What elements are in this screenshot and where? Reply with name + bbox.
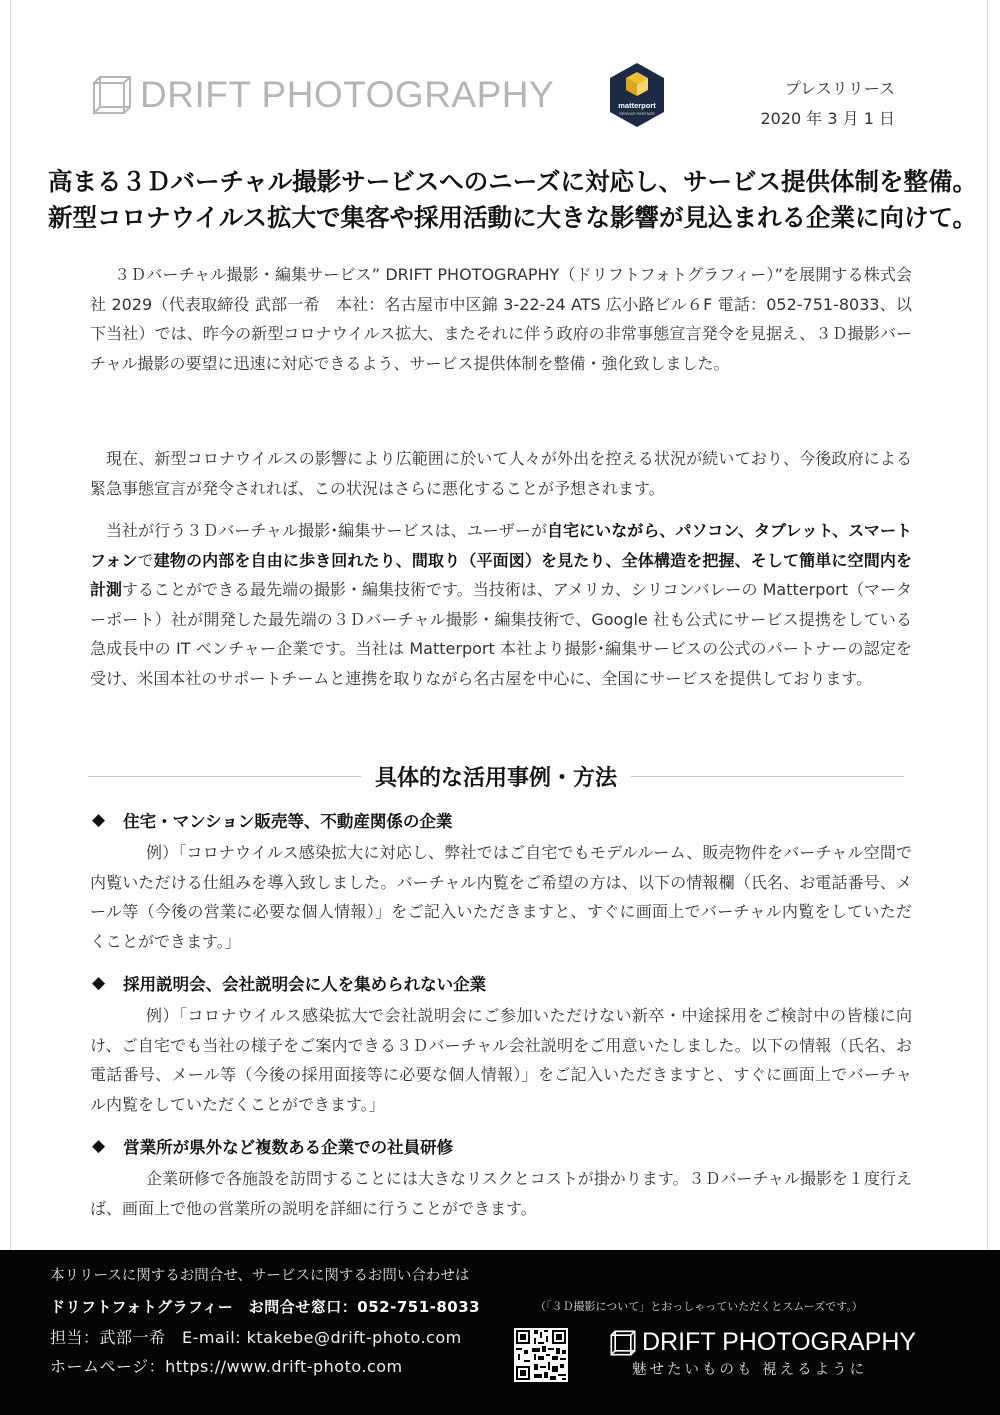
release-info bbox=[700, 74, 895, 134]
badge-sub: SERVICE PARTNER bbox=[619, 112, 655, 116]
case-heading-text: 住宅・マンション販売等、不動産関係の企業 bbox=[123, 812, 453, 831]
service-text-c: で bbox=[137, 550, 154, 570]
service-text-a: 当社が行う３Ｄバーチャル撮影･編集サービスは、ユーザーが bbox=[106, 521, 547, 540]
diamond-bullet-icon: ◆ bbox=[92, 810, 106, 830]
headline-line-1: 高まる３Ｄバーチャル撮影サービスへのニーズに対応し、サービス提供体制を整備。 bbox=[48, 167, 978, 196]
footer-note: （「３Ｄ撮影について」とおっしゃっていただくとスムーズです。） bbox=[535, 1300, 863, 1313]
section-title-text: 具体的な活用事例・方法 bbox=[375, 765, 618, 791]
header-logo bbox=[92, 72, 554, 118]
divider-left bbox=[88, 776, 361, 777]
cube-logo-icon bbox=[610, 1330, 636, 1356]
footer-inquiry: 本リリースに関するお問合せ、サービスに関するお問い合わせは bbox=[50, 1268, 470, 1284]
footer-company-phone[interactable]: ドリフトフォトグラフィー お問合せ窓口：052-751-8033 bbox=[50, 1298, 481, 1316]
footer-logo bbox=[610, 1328, 916, 1357]
release-date: 2020 年 3 月 1 日 bbox=[760, 109, 895, 128]
service-highlight-2: 建物の内部を自由に歩き回れたり、間取り（平面図）を見たり、全体構造を把握、そして簡単に空間内を計測 bbox=[90, 550, 912, 599]
cube-logo-icon bbox=[92, 75, 132, 115]
paragraph-situation: 現在、新型コロナウイルスの影響により広範囲に於いて人々が外出を控える状況が続いており、今後政府による緊急事態宣言が発令されれば、この状況はさらに悪化することが予想されます。 bbox=[90, 449, 912, 498]
footer bbox=[0, 1250, 1000, 1415]
qr-code-icon[interactable] bbox=[514, 1328, 568, 1382]
logo-text: DRIFT PHOTOGRAPHY bbox=[140, 74, 555, 115]
section-title bbox=[88, 756, 904, 796]
service-text-e: することができる最先端の撮影・編集技術です。当技術は、アメリカ、シリコンバレーの Matterport（マーターポート）社が開発した最先端の３Ｄバーチャル撮影・編集技術で、Google 社も公式にサービス提携をしている急成長中の IT ベンチャー企業です。当社は Matterport 本社より撮影･編集サービスの公式のパートナーの認定を受け、米国本社のサポートチームと連携を取りながら名古屋を中心に、全国にサービスを提供しております。 bbox=[90, 580, 912, 688]
case-text-recruiting: 例）「コロナウイルス感染拡大で会社説明会にご参加いただけない新卒・中途採用をご検討中の皆様に向け、ご自宅でも当社の様子をご案内できる３Ｄバーチャル会社説明をご用意いたしました。以下の情報（氏名、お電話番号、メール等（今後の採用面接等に必要な個人情報）」をご記入いただきますと、すぐに画面上でバーチャル内覧をしていただくことができます。」 bbox=[90, 1006, 912, 1114]
paragraph-service bbox=[90, 516, 912, 693]
case-heading-recruiting bbox=[92, 971, 486, 995]
footer-homepage-link[interactable]: ホームページ：https://www.drift-photo.com bbox=[50, 1357, 403, 1376]
divider-right bbox=[631, 776, 904, 777]
footer-logo-text: DRIFT PHOTOGRAPHY bbox=[642, 1328, 917, 1356]
case-heading-real-estate bbox=[92, 808, 452, 832]
paragraph-intro: ３Ｄバーチャル撮影・編集サービス” DRIFT PHOTOGRAPHY（ドリフトフォトグラフィー）”を展開する株式会社 2029（代表取締役 武部一希 本社：名古屋市中区錦 3-22-24 ATS 広小路ビル６F 電話：052-751-8033、以下当社）では、昨今の新型コロナウイルス拡大、またそれに伴う政府の非常事態宣言発令を見据え、３Ｄ撮影バーチャル撮影の要望に迅速に対応できるよう、サービス提供体制を整備・強化致しました。 bbox=[90, 265, 912, 373]
badge-brand: matterport bbox=[618, 101, 656, 110]
diamond-bullet-icon: ◆ bbox=[92, 1136, 106, 1156]
case-text-real-estate: 例）「コロナウイルス感染拡大に対応し、弊社ではご自宅でもモデルルーム、販売物件をバーチャル空間で内覧いただける仕組みを導入致しました。バーチャル内覧をご希望の方は、以下の情報欄（氏名、お電話番号、メール等（今後の営業に必要な個人情報）」をご記入いただきますと、すぐに画面上でバーチャル内覧をしていただくことができます。」 bbox=[90, 843, 912, 951]
footer-tagline: 魅せたいものも 視えるように bbox=[632, 1362, 868, 1378]
headline bbox=[48, 164, 978, 236]
headline-line-2: 新型コロナウイルス拡大で集客や採用活動に大きな影響が見込まれる企業に向けて。 bbox=[48, 203, 978, 232]
diamond-bullet-icon: ◆ bbox=[92, 973, 106, 993]
case-heading-text: 営業所が県外など複数ある企業での社員研修 bbox=[123, 1138, 454, 1157]
case-heading-training bbox=[92, 1134, 453, 1158]
case-heading-text: 採用説明会、会社説明会に人を集められない企業 bbox=[123, 975, 487, 994]
case-text-training: 企業研修で各施設を訪問することには大きなリスクとコストが掛かります。３Ｄバーチャル撮影を１度行えば、画面上で他の営業所の説明を詳細に行うことができます。 bbox=[90, 1169, 912, 1218]
release-label: プレスリリース bbox=[784, 79, 895, 98]
matterport-badge-icon bbox=[608, 62, 666, 128]
footer-contact-email[interactable]: 担当：武部一希 E-mail: ktakebe@drift-photo.com bbox=[50, 1328, 462, 1347]
service-highlight-1: 自宅にいながら、パソコン、タブレット、スマートフォン bbox=[90, 521, 912, 570]
